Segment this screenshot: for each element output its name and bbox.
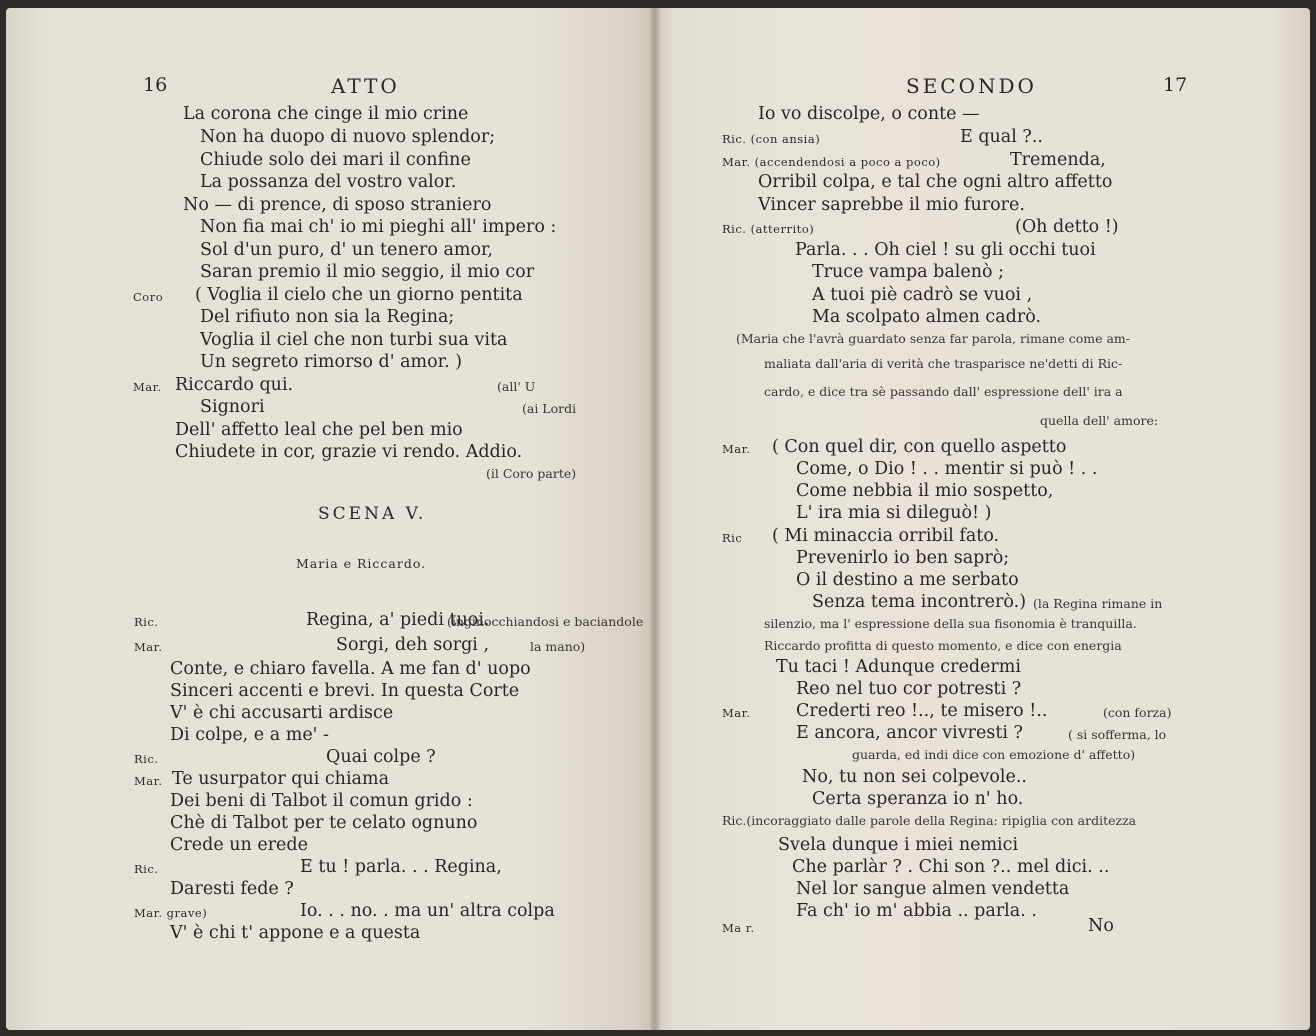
speaker-label: Ric	[722, 531, 743, 545]
verse-line: Chiude solo dei mari il confine	[200, 150, 471, 170]
speaker-label: Mar.	[134, 774, 163, 788]
verse-line: Prevenirlo io ben saprò;	[796, 548, 1010, 568]
verse-line: Reo nel tuo cor potresti ?	[796, 679, 1022, 699]
verse-line: Come, o Dio ! . . mentir si può ! . .	[796, 459, 1098, 479]
verse-line: Sinceri accenti e brevi. In questa Corte	[170, 681, 520, 701]
verse-line: Svela dunque i miei nemici	[778, 835, 1019, 855]
page-number-right: 17	[1163, 74, 1188, 96]
scene-title: SCENA V.	[318, 504, 427, 524]
stage-direction: (Maria che l'avrà guardato senza far parola, rimane come am-	[736, 331, 1130, 346]
verse-line: No, tu non sei colpevole..	[802, 767, 1027, 787]
verse-line: La possanza del vostro valor.	[200, 172, 457, 192]
verse-line: Parla. . . Oh ciel ! su gli occhi tuoi	[795, 240, 1096, 260]
verse-line: Vincer saprebbe il mio furore.	[758, 195, 1025, 215]
speaker-label: Mar.	[134, 640, 163, 654]
speaker-label: Mar. grave)	[134, 906, 208, 920]
stage-direction: Riccardo profitta di questo momento, e dice con energia	[764, 638, 1122, 653]
verse-line: La corona che cinge il mio crine	[183, 104, 469, 124]
verse-line: Truce vampa balenò ;	[812, 262, 1004, 282]
verse-line: Certa speranza io n' ho.	[812, 789, 1024, 809]
speaker-label: Ma r.	[722, 921, 755, 935]
verse-line: Non fia mai ch' io mi pieghi all' impero :	[200, 217, 557, 237]
page-number-left: 16	[143, 74, 168, 96]
verse-line: Sorgi, deh sorgi ,	[336, 635, 490, 655]
verse-line: E ancora, ancor vivresti ?	[796, 723, 1023, 743]
verse-line: V' è chi t' appone e a questa	[170, 923, 421, 943]
stage-direction: quella dell' amore:	[1040, 413, 1159, 428]
stage-direction: la mano)	[530, 639, 586, 654]
verse-line: Fa ch' io m' abbia .. parla. .	[796, 901, 1037, 921]
verse-line: Di colpe, e a me' -	[170, 725, 329, 745]
stage-direction: (all' U	[497, 379, 536, 394]
verse-line: (Oh detto !)	[1015, 217, 1119, 237]
speaker-label: Ric. (atterrito)	[722, 222, 815, 236]
speaker-label: Ric.	[134, 752, 159, 766]
speaker-label: Coro	[133, 290, 164, 304]
verse-line: Quai colpe ?	[326, 747, 436, 767]
verse-line: Riccardo qui.	[175, 375, 294, 395]
speaker-label: Mar.	[722, 706, 751, 720]
verse-line: Che parlàr ? . Chi son ?.. mel dici. ..	[792, 857, 1110, 877]
stage-direction: (ai Lordi	[522, 401, 577, 416]
verse-line: No — di prence, di sposo straniero	[183, 195, 492, 215]
speaker-label: Mar.	[133, 380, 162, 394]
verse-line: Come nebbia il mio sospetto,	[796, 481, 1054, 501]
verse-line: E tu ! parla. . . Regina,	[300, 857, 502, 877]
verse-line: Dell' affetto leal che pel ben mio	[175, 420, 463, 440]
stage-direction: (con forza)	[1103, 705, 1172, 720]
speaker-label: Ric.	[134, 862, 159, 876]
running-header-right: SECONDO	[906, 74, 1037, 98]
verse-line: Tremenda,	[1010, 150, 1106, 170]
verse-line: Crederti reo !.., te misero !..	[796, 701, 1048, 721]
speaker-label: Mar. (accendendosi a poco a poco)	[722, 155, 941, 169]
verse-line: ( Con quel dir, con quello aspetto	[772, 437, 1067, 457]
verse-line: Voglia il ciel che non turbi sua vita	[200, 330, 508, 350]
running-header-left: ATTO	[331, 74, 400, 98]
verse-line: O il destino a me serbato	[796, 570, 1019, 590]
verse-line: Saran premio il mio seggio, il mio cor	[200, 262, 535, 282]
verse-line: Io. . . no. . ma un' altra colpa	[300, 901, 555, 921]
verse-line: Del rifiuto non sia la Regina;	[200, 307, 455, 327]
verse-line: Orribil colpa, e tal che ogni altro affetto	[758, 172, 1113, 192]
verse-line: Te usurpator qui chiama	[172, 769, 390, 789]
verse-line: Chiudete in cor, grazie vi rendo. Addio.	[175, 442, 523, 462]
verse-line: L' ira mia si dileguò! )	[796, 503, 992, 523]
verse-line: Crede un erede	[170, 835, 308, 855]
stage-direction: (il Coro parte)	[486, 466, 577, 481]
verse-line: Nel lor sangue almen vendetta	[796, 879, 1070, 899]
speaker-label: Ric.	[134, 615, 159, 629]
verse-line: Non ha duopo di nuovo splendor;	[200, 127, 496, 147]
verse-line: Un segreto rimorso d' amor. )	[200, 352, 463, 372]
verse-line: V' è chi accusarti ardisce	[170, 703, 394, 723]
verse-line: ( Voglia il cielo che un giorno pentita	[195, 285, 523, 305]
speaker-label: Mar.	[722, 442, 751, 456]
verse-line: E qual ?..	[960, 127, 1043, 147]
stage-direction: (la Regina rimane in	[1033, 596, 1163, 611]
stage-direction: Ric.(incoraggiato dalle parole della Regina: ripiglia con arditezza	[722, 813, 1137, 828]
verse-line: Chè di Talbot per te celato ognuno	[170, 813, 478, 833]
stage-direction: maliata dall'aria di verità che trasparisce ne'detti di Ric-	[764, 356, 1123, 371]
verse-line: Conte, e chiaro favella. A me fan d' uopo	[170, 659, 531, 679]
stage-direction: guarda, ed indi dice con emozione d' affetto)	[852, 747, 1136, 762]
verse-line: Signori	[200, 397, 265, 417]
stage-direction: (inginocchiandosi e baciandole	[447, 614, 644, 629]
verse-line: No	[1088, 916, 1114, 936]
stage-direction: silenzio, ma l' espressione della sua fisonomia è tranquilla.	[764, 616, 1137, 631]
verse-line: Tu taci ! Adunque credermi	[776, 657, 1021, 677]
verse-line: ( Mi minaccia orribil fato.	[772, 526, 1000, 546]
verse-line: Regina, a' piedi tuoi.	[306, 610, 490, 630]
verse-line: Ma scolpato almen cadrò.	[812, 307, 1042, 327]
stage-direction: ( si sofferma, lo	[1068, 727, 1167, 742]
stage-direction: cardo, e dice tra sè passando dall' espressione dell' ira a	[764, 384, 1123, 399]
speaker-label: Ric. (con ansia)	[722, 132, 821, 146]
verse-line: Sol d'un puro, d' un tenero amor,	[200, 240, 494, 260]
verse-line: Dei beni di Talbot il comun grido :	[170, 791, 473, 811]
verse-line: A tuoi piè cadrò se vuoi ,	[812, 285, 1033, 305]
verse-line: Io vo discolpe, o conte —	[758, 104, 980, 124]
verse-line: Daresti fede ?	[170, 879, 294, 899]
scene-persons: Maria e Riccardo.	[296, 556, 427, 571]
book-gutter	[650, 8, 660, 1030]
verse-line: Senza tema incontrerò.)	[812, 592, 1027, 612]
